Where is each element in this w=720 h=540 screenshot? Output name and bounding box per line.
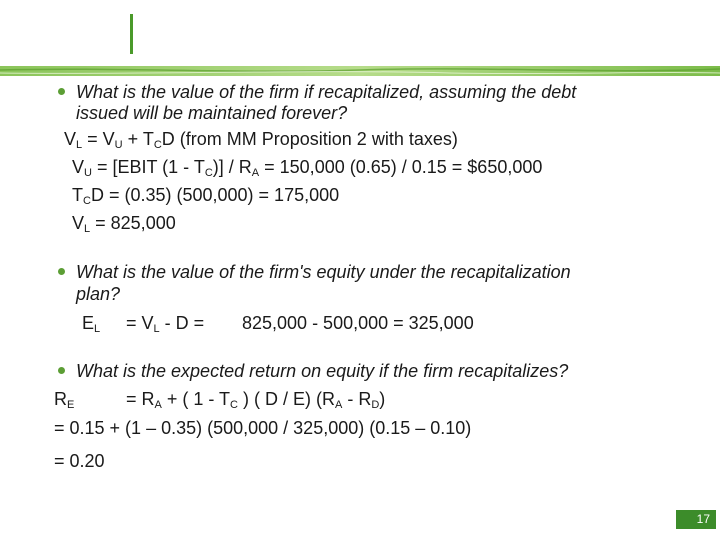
bullet-icon bbox=[58, 367, 65, 374]
page-number-badge: 17 bbox=[676, 510, 716, 529]
question-2-line-2: plan? bbox=[76, 284, 121, 304]
vl-equation: $V_L = V_U + T_CD$ (from MM Proposition 2 with taxes) bbox=[64, 129, 458, 151]
equity-equation: $E_L$ bbox=[82, 313, 101, 335]
tcd-equation: $T_CD = (0.35) (500,000) = 175,000$ bbox=[72, 185, 340, 207]
question-1-line-2: issued will be maintained forever? bbox=[76, 103, 348, 123]
vu-equation: $V_U$ = [EBIT $(1 - T_C)] / R_A = 150,000$ (0.65) / 0.15 = $650,000 bbox=[72, 157, 543, 179]
vl-result: $V_L = 825,000$ bbox=[72, 213, 176, 235]
re-substitution: = 0.15 + (1 – 0.35) (500,000 / 325,000) (0.15 – 0.10) bbox=[54, 418, 472, 438]
title-accent-line bbox=[130, 14, 133, 54]
question-2-line-1: What is the value of the firm's equity under the recapitalization bbox=[76, 262, 571, 282]
header-band bbox=[0, 66, 720, 76]
bullet-icon bbox=[58, 88, 65, 95]
equity-equation-result: 825,000 - 500,000 = 325,000 bbox=[242, 313, 474, 333]
re-label: $R_E$ bbox=[54, 389, 75, 411]
re-result: = 0.20 bbox=[54, 451, 105, 471]
question-3-line-1: What is the expected return on equity if the firm recapitalizes? bbox=[76, 361, 569, 381]
equity-equation-mid: = $V_L$ - D = bbox=[126, 313, 205, 335]
re-equation: = $R_A$ + ( $1 - T_C$ ) ( D / E) $(R_A - R_D)$ bbox=[126, 389, 386, 411]
bullet-icon bbox=[58, 268, 65, 275]
question-1-line-1: What is the value of the firm if recapitalized, assuming the debt bbox=[76, 82, 577, 102]
